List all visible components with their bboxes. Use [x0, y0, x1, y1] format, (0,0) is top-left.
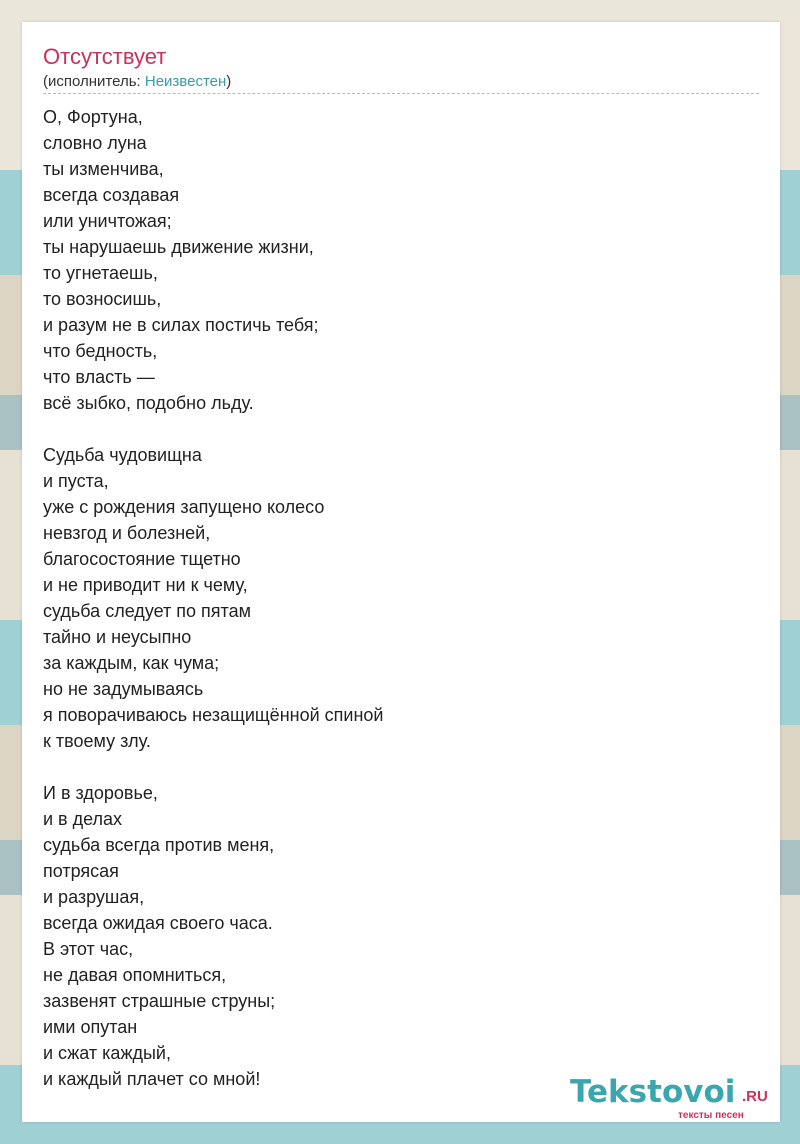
logo-tagline: тексты песен [678, 1110, 744, 1121]
artist-prefix: (исполнитель: [43, 73, 145, 90]
lyric-line: благосостояние тщетно [43, 549, 241, 569]
lyric-line: и не приводит ни к чему, [43, 575, 248, 595]
lyric-line: судьба всегда против меня, [43, 835, 275, 855]
lyric-line: за каждым, как чума; [43, 653, 220, 673]
lyric-line: всегда ожидая своего часа. [43, 913, 273, 933]
artist-suffix: ) [226, 73, 232, 90]
artist-link[interactable]: Неизвестен [144, 73, 227, 90]
lyric-line: к твоему злу. [43, 731, 151, 751]
logo-name: Tekstovoi [570, 1074, 736, 1110]
lyric-line: то возносишь, [43, 289, 162, 309]
lyric-line: И в здоровье, [43, 783, 158, 803]
lyric-line: и разрушая, [43, 887, 145, 907]
lyrics-text [43, 104, 383, 1092]
lyric-line: зазвенят страшные струны; [43, 991, 276, 1011]
stanza-gap [43, 754, 383, 780]
lyric-line: ты нарушаешь движение жизни, [43, 237, 314, 257]
lyric-line: словно луна [43, 133, 147, 153]
lyric-line: всегда создавая [43, 185, 180, 205]
lyric-line: невзгод и болезней, [43, 523, 211, 543]
song-title: Отсутствует [43, 44, 167, 69]
lyric-line: ты изменчива, [43, 159, 164, 179]
logo-tld: .RU [742, 1088, 768, 1105]
lyric-line: то угнетаешь, [43, 263, 158, 283]
lyrics-card [22, 22, 780, 1122]
lyric-line: судьба следует по пятам [43, 601, 251, 621]
lyric-line: В этот час, [43, 939, 134, 959]
lyric-line: что власть — [43, 367, 155, 387]
lyric-line: Судьба чудовищна [43, 445, 202, 465]
lyric-line: и пуста, [43, 471, 109, 491]
lyric-line: не давая опомниться, [43, 965, 227, 985]
title-divider [43, 93, 759, 94]
lyric-line: или уничтожая; [43, 211, 172, 231]
stanza-gap [43, 416, 383, 442]
lyric-line: уже с рождения запущено колесо [43, 497, 325, 517]
lyric-line: и каждый плачет со мной! [43, 1069, 261, 1089]
site-logo[interactable] [570, 1074, 780, 1121]
lyric-line: тайно и неусыпно [43, 627, 192, 647]
artist-line [43, 72, 231, 92]
lyric-line: потрясая [43, 861, 119, 881]
lyric-line: О, Фортуна, [43, 107, 143, 127]
lyric-line: я поворачиваюсь незащищённой спиной [43, 705, 384, 725]
lyric-line: и сжат каждый, [43, 1043, 171, 1063]
lyric-line: что бедность, [43, 341, 158, 361]
lyric-line: всё зыбко, подобно льду. [43, 393, 254, 413]
lyric-line: ими опутан [43, 1017, 138, 1037]
lyric-line: и в делах [43, 809, 123, 829]
lyric-line: но не задумываясь [43, 679, 204, 699]
lyric-line: и разум не в силах постичь тебя; [43, 315, 319, 335]
